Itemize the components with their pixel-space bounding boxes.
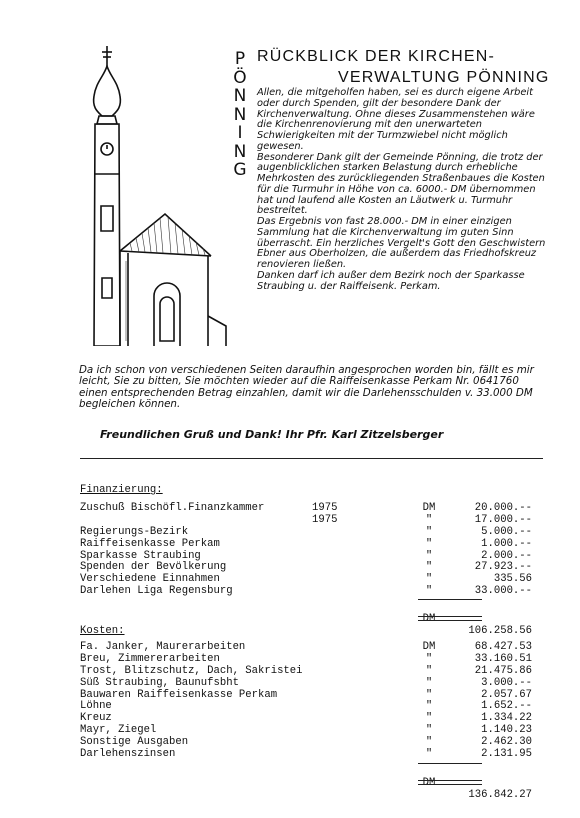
table-row (80, 690, 550, 702)
vertical-letter: N (233, 104, 247, 125)
table-row (80, 586, 550, 598)
total-currency: DM (422, 776, 436, 789)
sum-line (418, 763, 482, 764)
row-label: Spenden der Bevölkerung (80, 561, 227, 574)
table-row (80, 678, 550, 690)
row-label: Breu, Zimmererarbeiten (80, 652, 220, 665)
row-currency: " (425, 664, 433, 677)
row-label: Süß Straubing, Baunufsbht (80, 676, 239, 689)
row-amount: 17.000.-- (474, 513, 532, 526)
divider-rule (80, 458, 543, 459)
kosten-total-row (80, 766, 550, 801)
row-year: 1975 (312, 513, 338, 526)
vertical-letter: I (237, 123, 243, 143)
row-label: Mayr, Ziegel (80, 724, 157, 737)
row-amount: 33.160.51 (474, 652, 532, 665)
vertical-letter: N (233, 86, 247, 106)
row-amount: 2.131.95 (481, 748, 532, 761)
row-label: Regierungs-Bezirk (80, 525, 189, 538)
kosten-heading: Kosten: (80, 625, 125, 637)
row-amount: 2.462.30 (481, 736, 532, 749)
paragraph-thanks: Allen, die mitgeholfen haben, sei es durch eigene Arbeit oder durch Spenden, gilt der besondere Dank der Kirchenverwaltung. Ohne dieses Zusammenstehen wäre die Kirchenrenovierung mit den unerwarteten Schwierigkeiten mit der Turmzwiebel nicht möglich gewesen. (257, 87, 535, 152)
row-currency: DM (422, 502, 436, 514)
row-amount: 20.000.-- (474, 502, 532, 514)
row-currency: " (425, 525, 433, 538)
row-currency: " (425, 712, 433, 725)
double-underline (418, 780, 482, 785)
finanzierung-heading: Finanzierung: (80, 484, 163, 496)
row-year: 1975 (312, 502, 338, 514)
row-amount: 2.057.67 (481, 688, 532, 701)
row-currency: " (425, 652, 433, 665)
row-label: Bauwaren Raiffeisenkasse Perkam (80, 688, 278, 701)
kosten-table (80, 642, 550, 761)
row-currency: " (425, 561, 433, 574)
closing-signature: Freundlichen Gruß und Dank! Ihr Pfr. Karl Zitzelsberger (100, 428, 444, 441)
row-currency: " (425, 537, 433, 550)
vertical-letter: P (234, 49, 246, 69)
paragraph-sammlung: Das Ergebnis von fast 28.000.- DM in einer einzigen Sammlung hat die Kirchenverwaltung im guten Sinn überrascht. Ein herzliches Vergelt's Gott den Geschwistern Ebner aus Oberholzen, die außerdem das Friedhofskreuz renovieren ließen. (257, 216, 546, 270)
paragraph-banks: Danken darf ich außer dem Bezirk noch der Sparkasse Straubing u. der Raiffeisenk. Perkam. (257, 269, 525, 292)
vertical-title (229, 50, 251, 180)
row-currency: " (425, 676, 433, 689)
row-label: Trost, Blitzschutz, Dach, Sakristei (80, 664, 303, 677)
church-illustration (80, 46, 230, 346)
row-currency: " (425, 736, 433, 749)
row-label: Darlehen Liga Regensburg (80, 585, 233, 598)
letter-body-request: Da ich schon von verschiedenen Seiten daraufhin angesprochen worden bin, fällt es mir leicht, Sie zu bitten, Sie möchten wieder auf die Raiffeisenkasse Perkam Nr. 0641760 einen entsprechenden Betrag einzahlen, damit wir die Darlehensschulden v. 33.000 DM begleichen können. (79, 364, 534, 411)
row-label: Kreuz (80, 712, 112, 725)
row-amount: 5.000.-- (481, 525, 532, 538)
row-label: Fa. Janker, Maurerarbeiten (80, 641, 246, 653)
row-currency: " (425, 513, 433, 526)
row-label: Raiffeisenkasse Perkam (80, 537, 220, 550)
row-currency: " (425, 573, 433, 586)
row-currency: " (425, 700, 433, 713)
kosten-total: 136.842.27 (468, 788, 532, 801)
finanzierung-total: 106.258.56 (468, 624, 532, 637)
letter-body-top (257, 88, 547, 292)
table-row (80, 666, 550, 678)
row-amount: 3.000.-- (481, 676, 532, 689)
table-row (80, 654, 550, 666)
row-currency: " (425, 748, 433, 761)
row-amount: 1.652.-- (481, 700, 532, 713)
row-label: Sonstige Ausgaben (80, 736, 189, 749)
row-currency: " (425, 549, 433, 562)
vertical-letter: G (233, 160, 247, 180)
finanzierung-table (80, 503, 550, 598)
row-amount: 335.56 (493, 573, 532, 586)
row-label: Zuschuß Bischöfl.Finanzkammer (80, 502, 265, 514)
row-label: Verschiedene Einnahmen (80, 573, 220, 586)
row-label: Darlehenszinsen (80, 748, 176, 761)
page-title-line1: RÜCKBLICK DER KIRCHEN- (257, 48, 495, 65)
row-currency: " (425, 724, 433, 737)
vertical-letter: Ö (233, 67, 247, 88)
row-currency: " (425, 585, 433, 598)
row-amount: 27.923.-- (474, 561, 532, 574)
row-amount: 68.427.53 (474, 641, 532, 653)
page-title-line2: VERWALTUNG PÖNNING (338, 69, 550, 86)
double-underline (418, 616, 482, 621)
table-row (80, 749, 550, 761)
row-label: Sparkasse Straubing (80, 549, 201, 562)
row-currency: " (425, 688, 433, 701)
row-amount: 1.140.23 (481, 724, 532, 737)
table-row (80, 527, 550, 539)
row-label: Löhne (80, 700, 112, 713)
row-amount: 21.475.86 (474, 664, 532, 677)
table-row (80, 515, 550, 527)
table-row (80, 701, 550, 713)
total-currency: DM (422, 612, 436, 625)
row-currency: DM (422, 641, 436, 653)
paragraph-gemeinde: Besonderer Dank gilt der Gemeinde Pönning, die trotz der augenblicklichen starken Belastung durch erhebliche Mehrkosten des zurückliegenden Straßenbaues die Kosten für die Turmuhr in Höhe von ca. 6000.- DM übernommen hat und laufend alle Kosten an Läutwerk u. Turmuhr bestreitet. (257, 151, 545, 217)
sum-line (418, 599, 482, 600)
row-amount: 1.000.-- (481, 537, 532, 550)
row-amount: 2.000.-- (481, 549, 532, 562)
table-row (80, 539, 550, 551)
row-amount: 1.334.22 (481, 712, 532, 725)
row-amount: 33.000.-- (474, 585, 532, 598)
vertical-letter: N (233, 141, 247, 162)
